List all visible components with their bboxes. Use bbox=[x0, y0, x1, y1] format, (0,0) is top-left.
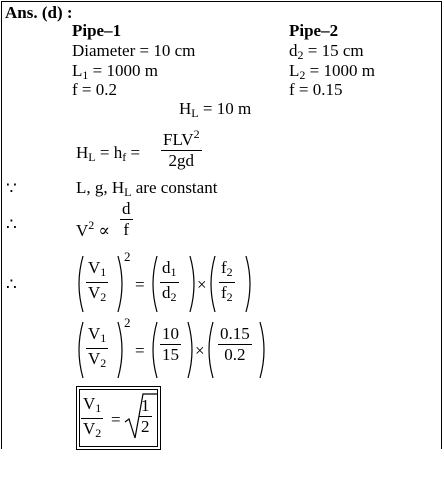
eq4-v-ratio: $V_1$ $V_2$ bbox=[88, 324, 107, 370]
eq3-times: × bbox=[197, 275, 207, 294]
eq4-friction-ratio: 0.15 0.2 bbox=[220, 324, 250, 364]
eq4-equals: = bbox=[135, 341, 145, 360]
proportional-lhs: $V^2$ ∝ bbox=[76, 218, 111, 240]
result-root-fraction: 1 2 bbox=[141, 396, 150, 436]
pipe1-friction: f = 0.2 bbox=[72, 80, 117, 99]
eq3-power: 2 bbox=[124, 249, 131, 264]
answer-heading: Ans. (d) : bbox=[5, 3, 73, 22]
because-symbol: ∵ bbox=[6, 179, 17, 198]
result-v-ratio: $V_1$ $V_2$ bbox=[83, 394, 102, 440]
eq3-v-ratio: $V_1$ $V_2$ bbox=[88, 258, 107, 304]
because-text: L, g, $H_L$ are constant bbox=[76, 178, 218, 199]
eq3-d-ratio: $d_1$ $d_2$ bbox=[162, 258, 177, 304]
head-loss: $H_L = 10$ m bbox=[179, 99, 252, 120]
proportional-fraction: d f bbox=[122, 199, 131, 239]
pipe2-title: Pipe–2 bbox=[289, 21, 339, 40]
eq3-f-ratio: $f_2$ $f_2$ bbox=[221, 258, 233, 304]
eq3-equals: = bbox=[135, 275, 145, 294]
therefore-symbol-1: ∴ bbox=[6, 215, 17, 234]
result-equals: = bbox=[111, 410, 121, 429]
pipe1-length: $L_1 = 1000$ m bbox=[72, 61, 158, 82]
pipe2-friction: f = 0.15 bbox=[289, 80, 343, 99]
pipe2-diameter: $d_2 = 15$ cm bbox=[289, 41, 364, 62]
pipe1-diameter: Diameter = 10 cm bbox=[72, 41, 196, 60]
pipe2-length: $L_2 = 1000$ m bbox=[289, 61, 375, 82]
pipe1-title: Pipe–1 bbox=[72, 21, 122, 40]
eq1-fraction: FLV$^2$ 2gd bbox=[163, 127, 200, 170]
eq1-lhs: $H_L = h_f$ = bbox=[76, 143, 141, 164]
eq4-times: × bbox=[195, 341, 205, 360]
answer-frame bbox=[1, 1, 442, 449]
eq4-power: 2 bbox=[124, 315, 131, 330]
eq4-diameter-ratio: 10 15 bbox=[162, 324, 179, 364]
therefore-symbol-2: ∴ bbox=[6, 275, 17, 294]
